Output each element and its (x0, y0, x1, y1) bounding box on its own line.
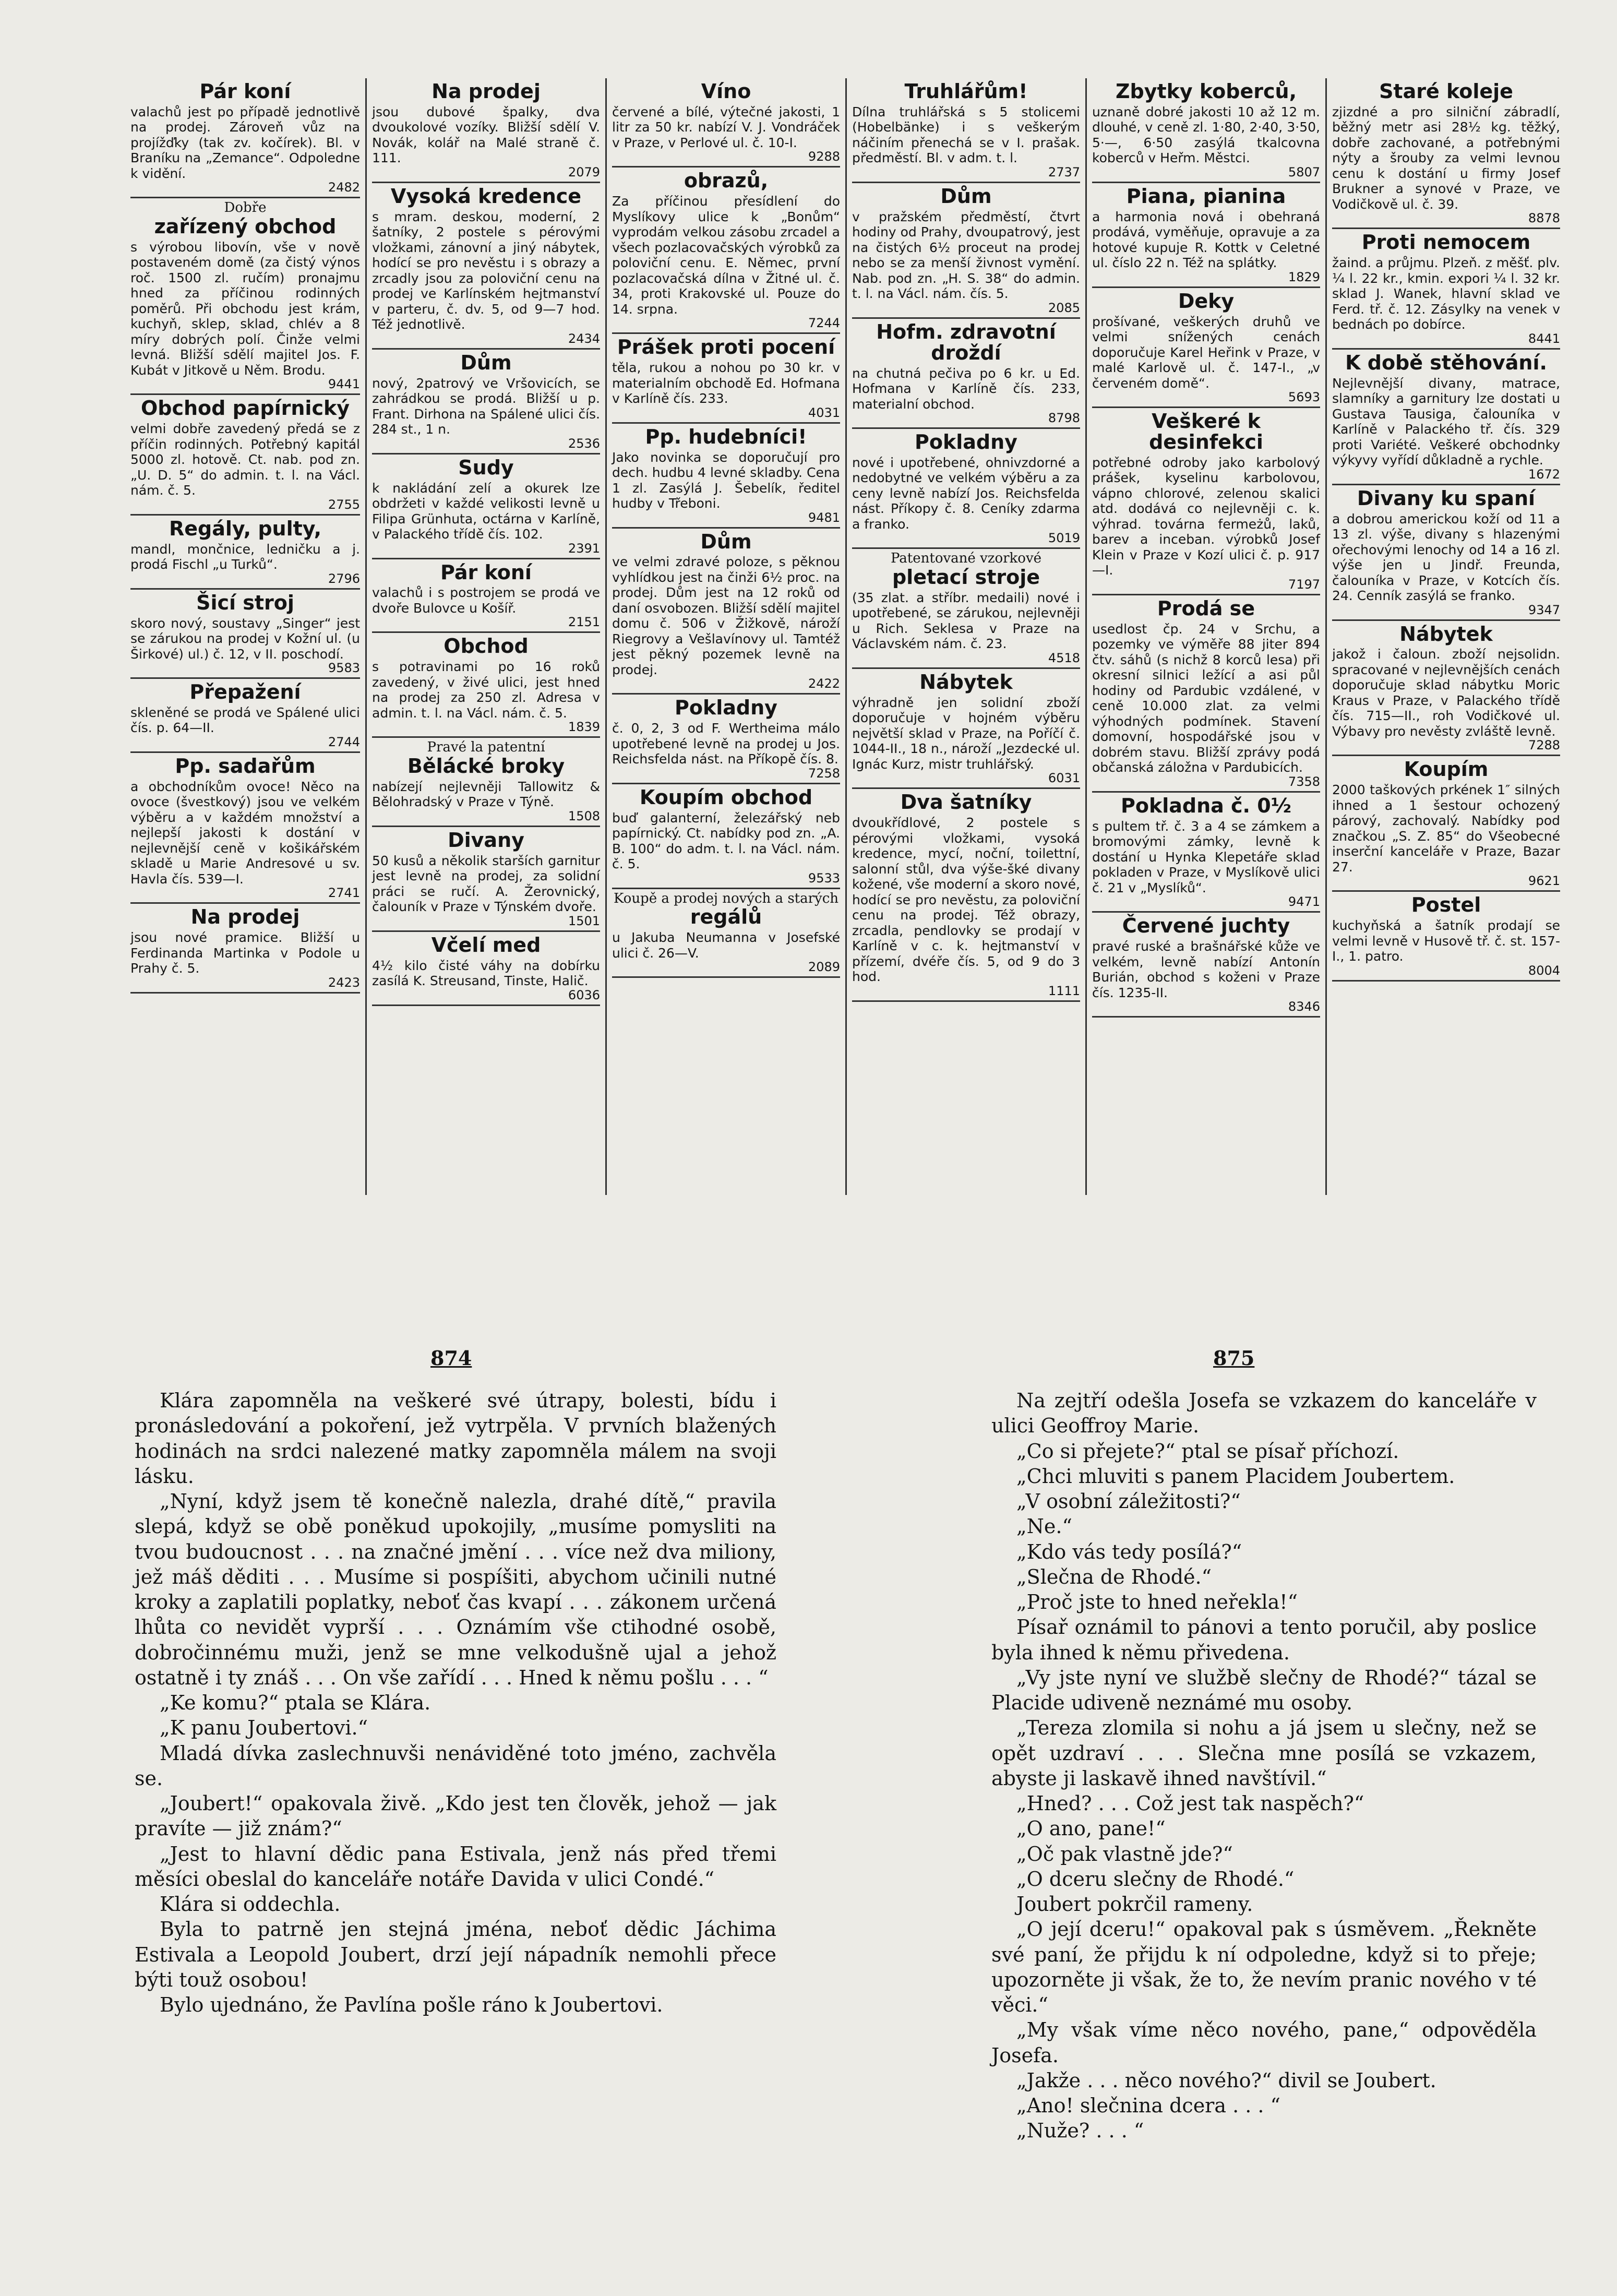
classified-ad (372, 827, 600, 932)
ad-body: nový, 2patrový ve Vršovicích, se zahrádkou se prodá. Bližší u p. Frant. Dirhona na Spálené ulici čís. 284 st., 1 n. (372, 375, 600, 437)
ad-code: 2151 (568, 615, 600, 630)
page-number-right: 875 (1213, 1346, 1255, 1370)
ad-code: 2423 (328, 975, 360, 990)
classified-ad (130, 904, 360, 993)
ad-title: Regály, pulty, (169, 517, 322, 540)
ad-code: 1839 (568, 720, 600, 735)
classified-ad (1332, 892, 1560, 981)
classified-ad (372, 738, 600, 827)
ad-title: Pár koní (199, 80, 291, 103)
ad-code: 7288 (1528, 738, 1560, 753)
story-paragraph: „K panu Joubertovi.“ (160, 1716, 368, 1740)
ad-title: Koupím (1404, 758, 1489, 781)
ad-code: 4518 (1048, 650, 1080, 665)
ad-code: 2741 (328, 886, 360, 901)
ad-title: Pokladny (675, 696, 777, 720)
ad-body: s výrobou libovín, vše v nově postaveném domě (za čistý výnos roč. 1500 zl. ručím) pronajmu hned za příčinou rodinných poměrů. Při obchodu jest krám, kuchyň, sklep, sklad, chlév a 8 míry dobrých polí. Činže velmi levná. Bližší sdělí majitel Jos. F. Kubát v Jitkově u Něm. Brodu. (130, 239, 360, 378)
ad-column (1325, 78, 1565, 1195)
story-column-right (991, 1388, 1537, 2144)
ad-title: Na prodej (432, 80, 541, 103)
ad-column (845, 78, 1085, 1195)
ad-title: pletací stroje (892, 566, 1040, 589)
ad-column (125, 78, 365, 1195)
ad-title: Pár koní (440, 560, 532, 584)
classified-ad (1092, 595, 1320, 793)
ad-title: Včelí med (431, 933, 541, 956)
ad-body: skoro nový, soustavy „Singer“ jest se zárukou na prodej v Kožní ul. (u Širkové) ul.) č. 12, v II. poschodí. (130, 615, 360, 662)
ad-body: nabízejí nejlevněji Tallowitz & Bělohradský v Praze v Týně. (372, 779, 600, 810)
ad-body: dvoukřídlové, 2 postele s pérovými vložkami, vysoká kredence, mycí, noční, toilettní, salonní stůl, dva výše-šké divany kožené, vše moderní a skoro nové, hodící se pro nevěstu, za poloviční cenu na prodej. Též obrazy, zrcadla, pendlovky se prodají v Karlíně v c. k. hejtmanství v přízemí, dvéře čís. 5, od 9 do 3 hod. (852, 815, 1080, 985)
ad-body: (35 zlat. a stříbr. medaili) nové i upotřebené, se zárukou, nejlevněji u Rich. Seklesa v Praze na Václavském nám. č. 23. (852, 590, 1080, 652)
ad-code: 7244 (808, 316, 840, 331)
classified-ad (130, 395, 360, 515)
ad-body: s potravinami po 16 roků zavedený, v živé ulici, jest hned na prodej za 250 zl. Adresa v admin. t. l. na Václ. nám. č. 5. (372, 659, 600, 721)
classified-ad (130, 516, 360, 590)
ad-code: 1111 (1048, 983, 1080, 998)
classified-ad (1092, 913, 1320, 1018)
story-paragraph: „Ne.“ (1016, 1515, 1072, 1538)
ad-body: Dílna truhlářská s 5 stolicemi (Hobelbänke) i s veškerým náčiním přenechá se v I. prašak. předměstí. Bl. v adm. t. l. (852, 104, 1080, 166)
ad-pretitle: Patentované vzorkové (890, 551, 1042, 567)
story-paragraph: „Proč jste to hned neřekla!“ (1016, 1591, 1298, 1613)
classified-ad (852, 183, 1080, 319)
ad-body: prošívané, veškerých druhů ve velmi snížených cenách doporučuje Karel Heřink v Praze, v malé Karlově ul. č. 147-I., „v červeném domě“. (1092, 314, 1320, 391)
ad-title: Šicí stroj (196, 591, 294, 614)
classified-ad (852, 319, 1080, 429)
ad-title: Hofm. zdravotní droždí (876, 320, 1056, 364)
ad-code: 7358 (1288, 774, 1320, 789)
ad-title: K době stěhování. (1345, 351, 1547, 374)
ad-body: k nakládání zelí a okurek lze obdržeti v každé velikosti levně u Filipa Grünhuta, octárna v Karlíně, v Palackého třídě čís. 102. (372, 480, 600, 542)
ad-body: u Jakuba Neumanna v Josefské ulici č. 26—V. (612, 930, 840, 961)
ad-title: Veškeré k desinfekci (1149, 410, 1263, 454)
ad-body: 4½ kilo čisté váhy na dobírku zasílá K. Streusand, Tinste, Halič. (372, 958, 600, 989)
classified-ad (130, 590, 360, 679)
ad-code: 7258 (808, 766, 840, 781)
ad-title: Postel (1411, 893, 1481, 917)
ad-code: 2422 (808, 676, 840, 691)
story-paragraph: „Vy jste nyní ve službě slečny de Rhodé?“ tázal se Placide udiveně neznámé mu osoby. (991, 1666, 1537, 1714)
ad-body: Nejlevnější divany, matrace, slamníky a garnitury lze dostati u Gustava Tausiga, čalouníka v Karlíně v Palackého tř. čís. 329 proti Variété. Veškeré obchodnky výkyvy vyřídí důkladně a rychle. (1332, 375, 1560, 468)
ad-code: 8878 (1528, 211, 1560, 226)
ad-title: Víno (701, 80, 751, 103)
ad-code: 9347 (1528, 602, 1560, 617)
ad-body: červené a bílé, výtečné jakosti, 1 litr za 50 kr. nabízí V. J. Vondráček v Praze, v Perlové ul. č. 10-I. (612, 104, 840, 150)
classified-ad (372, 559, 600, 633)
classified-ad (372, 78, 600, 183)
ad-body: 2000 taškových prkének 1″ silných ihned a 1 šestour ochozený párový, zachovalý. Nabídky pod značkou „S. Z. 85“ do Všeobecné inserční kanceláře v Praze, Bazar 27. (1332, 782, 1560, 875)
ad-title: Dva šatníky (900, 791, 1032, 814)
story-paragraph: Mladá dívka zaslechnuvši nenáviděné toto jméno, zachvěla se. (135, 1741, 776, 1790)
ad-code: 8004 (1528, 963, 1560, 978)
classified-ad (852, 669, 1080, 789)
story-paragraph: Na zejtří odešla Josefa se vzkazem do kanceláře v ulici Geoffroy Marie. (991, 1389, 1537, 1438)
ad-code: 9583 (328, 661, 360, 676)
story-paragraph: „V osobní záležitosti?“ (1016, 1490, 1241, 1513)
ad-code: 2536 (568, 436, 600, 451)
classified-ad (1092, 793, 1320, 913)
ad-body: pravé ruské a brašnářské kůže ve velkém, levně nabízí Antonín Burián, obchod s koženi v Praze čís. 1235-II. (1092, 939, 1320, 1000)
story-paragraph: „Chci mluviti s panem Placidem Joubertem. (1016, 1464, 1455, 1488)
ad-body: a harmonia nová i obehraná prodává, vyměňuje, opravuje a za hotové kupuje R. Kottk v Celetné ul. číslo 22 n. Též na splátky. (1092, 209, 1320, 271)
story-paragraph: „Ke komu?“ ptala se Klára. (160, 1691, 431, 1714)
ad-title: Zbytky koberců, (1115, 80, 1297, 103)
ad-code: 9621 (1528, 874, 1560, 889)
ad-body: žaind. a průjmu. Plzeň. z měšť. plv. ¼ l. 22 kr., kmin. expori ¼ l. 32 kr. sklad J. Wanek, hlavní sklad ve Ferd. tř. č. 12. Zásylky na venek v bednách po dobírce. (1332, 255, 1560, 332)
ad-code: 6036 (568, 987, 600, 1002)
ad-title: Prášek proti pocení (617, 336, 835, 359)
ad-title: Obchod (444, 635, 529, 658)
classified-ad (1092, 408, 1320, 595)
ad-code: 4031 (808, 405, 840, 420)
ad-body: č. 0, 2, 3 od F. Wertheima málo upotřebené levně na prodej u Jos. Reichsfelda nást. na Příkopě čís. 8. (612, 721, 840, 767)
ad-code: 2755 (328, 497, 360, 512)
classified-ad (1092, 288, 1320, 408)
ad-body: a obchodníkům ovoce! Něco na ovoce (švestkový) jsou ve velkém výběru a v každém množství a nejlepší jakosti k dostání v nejlevnější ceně v košikářském skladě u Marie Andresové u sv. Havla čís. 539—I. (130, 779, 360, 887)
ad-title: Proti nemocem (1361, 231, 1531, 254)
classified-ad (612, 695, 840, 784)
ad-column (605, 78, 845, 1195)
ad-code: 2434 (568, 331, 600, 346)
ad-title: Piana, pianina (1126, 184, 1286, 208)
ad-title: Koupím obchod (639, 785, 813, 809)
page-number-left: 874 (430, 1346, 472, 1370)
ad-body: s pultem tř. č. 3 a 4 se zámkem a bromovými zámky, levně k dostání u Hynka Klepetáře sklad pokladen v Praze, v Myslíkově ulici č. 21 v „Myslíků“. (1092, 818, 1320, 895)
ad-code: 2079 (568, 164, 600, 180)
ad-code: 1829 (1288, 269, 1320, 284)
ad-title: Pp. hudebníci! (645, 425, 807, 448)
story-paragraph: Joubert pokrčil rameny. (1016, 1893, 1253, 1916)
ad-title: Staré koleje (1379, 80, 1513, 103)
classified-ad (612, 168, 840, 334)
story-paragraph: „Hned? . . . Což jest tak naspěch?“ (1016, 1792, 1364, 1815)
ad-body: jsou nové pramice. Bližší u Ferdinanda Martinka v Podole u Prahy č. 5. (130, 930, 360, 976)
ad-code: 8346 (1288, 999, 1320, 1014)
ad-body: potřebné odroby jako karbolový prášek, kyselinu karbolovou, vápno chlorové, zelenou skalici atd. dodává co nejlevněji c. k. výhrad. továrna fermeżů, laků, barev a inceban. výrobků Josef Klein v Praze v Kozí ulici č. p. 917—I. (1092, 455, 1320, 578)
classified-ad (612, 424, 840, 529)
ad-code: 9471 (1288, 894, 1320, 910)
ad-code: 9288 (808, 149, 840, 164)
classified-ad (1332, 350, 1560, 485)
ad-title: Bělácké broky (407, 754, 565, 778)
story-paragraph: „Co si přejete?“ ptal se písař příchozí. (1016, 1439, 1399, 1463)
ad-title: Nábytek (919, 670, 1013, 693)
story-paragraph: „Nyní, když jsem tě konečně nalezla, drahé dítě,“ pravila slepá, když se obě poněkud upokojily, „musíme pomysliti na tvou budoucnost . . . na značné jmění . . . více než dva miliony, jež máš děditi . . . Musíme si pospíšiti, abychom učinili nutné kroky a zaplatili poplatky, neboť čas kvapí . . . zákonem určená lhůta co nevidět vyprší . . . Oznámím vše ctihodné osobě, dobročinnému muži, jenž se mne velkodušně ujal a jehož ostatně i ty znáš . . . On vše zařídí . . . Hned k němu pošlu . . . “ (135, 1490, 776, 1689)
ad-title: Truhlářům! (904, 80, 1028, 103)
ad-code: 2391 (568, 541, 600, 556)
ad-title: Dům (940, 184, 992, 208)
classified-ads (125, 78, 1565, 1195)
ad-code: 2089 (808, 960, 840, 975)
classified-ad (1332, 756, 1560, 892)
story-paragraph: „O dceru slečny de Rhodé.“ (1016, 1867, 1295, 1891)
ad-title: Dům (700, 530, 752, 553)
classified-ad (852, 549, 1080, 668)
ad-pretitle: Koupě a prodej nových a starých (613, 890, 839, 906)
story-paragraph: „My však víme něco nového, pane,“ odpověděla Josefa. (991, 2018, 1537, 2067)
ad-body: na chutná pečiva po 6 kr. u Ed. Hofmana v Karlíně čís. 233, materialní obchod. (852, 365, 1080, 412)
classified-ad (612, 78, 840, 168)
story-paragraph: „Kdo vás tedy posílá?“ (1016, 1540, 1242, 1563)
classified-ad (1332, 621, 1560, 757)
ad-code: 1501 (568, 913, 600, 928)
ad-body: velmi dobře zavedený předá se z příčin rodinných. Potřebný kapitál 5000 zl. hotově. Ct. nab. pod zn. „U. D. 5“ do admin. t. l. na Václ. nám. č. 5. (130, 421, 360, 498)
story-paragraph: „O ano, pane!“ (1016, 1817, 1166, 1840)
ad-code: 2085 (1048, 300, 1080, 315)
story-paragraph: „O její dceru!“ opakoval pak s úsměvem. „Řekněte své paní, že přijdu k ní odpoledne, když si to přeje; upozorněte ji však, že to, že nevím pranic nového v té věci.“ (991, 1918, 1537, 2016)
classified-ad (612, 334, 840, 423)
classified-ad (130, 78, 360, 198)
ad-code: 9481 (808, 510, 840, 525)
story-paragraph: „Jakže . . . něco nového?“ divil se Joubert. (1016, 2068, 1436, 2092)
ad-body: skleněné se prodá ve Spálené ulici čís. p. 64—II. (130, 704, 360, 736)
ad-title: obrazů, (684, 169, 769, 193)
ad-title: Červené juchty (1122, 914, 1290, 938)
ad-body: kuchyňská a šatník prodají se velmi levně v Husově tř. č. st. 157-I., 1. patro. (1332, 918, 1560, 964)
classified-ad (372, 633, 600, 738)
ad-code: 2796 (328, 571, 360, 586)
ad-body: uznaně dobré jakosti 10 až 12 m. dlouhé, v ceně zl. 1·80, 2·40, 3·50, 5·—, 6·50 zasýlá tkalcovna koberců v Heřm. Městci. (1092, 104, 1320, 166)
story-paragraph: „Slečna de Rhodé.“ (1016, 1565, 1212, 1588)
ad-title: Pokladna č. 0½ (1121, 794, 1291, 817)
ad-body: a dobrou americkou koží od 11 a 13 zl. výše, divany s hlazenými ořechovými lenochy od 14 a 16 zl. výše jen u Jindř. Freunda, čalouníka v Praze, v Kotcích čís. 24. Cenník zasýlá se franko. (1332, 511, 1560, 604)
story-paragraph: „Jest to hlavní dědic pana Estivala, jenž nás před třemi měsíci obeslal do kanceláře notáře Davida v ulici Condé.“ (135, 1842, 776, 1891)
ad-column (1085, 78, 1325, 1195)
ad-title: zařízený obchod (154, 214, 337, 238)
ad-body: 50 kusů a několik starších garnitur jest levně na prodej, za solidní práci se ručí. A. Žerovnický, čalouník v Praze v Týnském dvoře. (372, 853, 600, 915)
ad-body: těla, rukou a nohou po 30 kr. v materialním obchodě Ed. Hofmana v Karlíně čís. 233. (612, 360, 840, 406)
ad-title: Vysoká kredence (390, 184, 582, 208)
classified-ad (372, 350, 600, 455)
ad-body: buď galanterní, železářský neb papírnický. Ct. nabídky pod zn. „A. B. 100“ do adm. t. l. na Václ. nám. č. 5. (612, 810, 840, 872)
classified-ad (1332, 229, 1560, 349)
ad-code: 9441 (328, 377, 360, 392)
ad-title: Sudy (458, 456, 514, 479)
ad-title: Obchod papírnický (140, 397, 350, 420)
ad-code: 9533 (808, 870, 840, 886)
ad-code: 8798 (1048, 411, 1080, 426)
classified-ad (1332, 78, 1560, 229)
story-column-left (135, 1388, 776, 2017)
ad-title: Na prodej (190, 905, 300, 929)
classified-ad (612, 889, 840, 978)
classified-ad (130, 679, 360, 753)
classified-ad (372, 183, 600, 350)
classified-ad (372, 932, 600, 1006)
story-paragraph: Bylo ujednáno, že Pavlína pošle ráno k Joubertovi. (160, 1993, 663, 2016)
ad-code: 5019 (1048, 531, 1080, 546)
ad-code: 1508 (568, 808, 600, 823)
ad-body: zjizdné a pro silniční zábradlí, běžný metr asi 28½ kg. těžký, dobře zachované, a potřebnými nýty a šrouby za velmi levnou cenu k dostání u firmy Josef Brukner a synové v Praze, ve Vodičkově ul. č. 39. (1332, 104, 1560, 212)
ad-title: Pp. sadařům (175, 754, 316, 778)
ad-code: 8441 (1528, 331, 1560, 346)
story-paragraph: Klára zapomněla na veškeré své útrapy, bolesti, bídu i pronásledování a pokoření, jež vytrpěla. V prvních blažených hodinách na srdci nalezené matky zapomněla málem na svoji lásku. (135, 1389, 776, 1488)
ad-body: ve velmi zdravé poloze, s pěknou vyhlídkou jest na činži 6½ proc. na prodej. Dům jest na 12 roků od daní osvobozen. Bližší sdělí majitel domu č. 506 v Žižkově, nároží Riegrovy a Vešlavínovy ul. Tamtéž jest pěkný pozemek levně na prodej. (612, 554, 840, 677)
ad-title: Pokladny (915, 430, 1017, 454)
ad-body: Jako novinka se doporučují pro dech. hudbu 4 levné skladby. Cena 1 zl. Zasýlá J. Šebelík, ředitel hudby v Třeboni. (612, 449, 840, 511)
story-paragraph: Písař oznámil to pánovi a tento poručil, aby poslice byla ihned k němu přivedena. (991, 1616, 1537, 1664)
ad-code: 7197 (1288, 577, 1320, 592)
classified-ad (852, 429, 1080, 549)
classified-ad (372, 455, 600, 559)
ad-body: v pražském předměstí, čtvrt hodiny od Prahy, dvoupatrový, jest na čistých 6½ proceut na prodej nebo se za menší živnost vymění. Nab. pod zn. „H. S. 38“ do admin. t. l. na Václ. nám. čís. 5. (852, 209, 1080, 302)
classified-ad (130, 753, 360, 904)
ad-body: usedlost čp. 24 v Srchu, a pozemky ve výměře 88 jiter 894 čtv. sáhů (s nichž 8 korců lesa) při okresní silnici ležící a asi půl hodiny od Pardubic vzdálené, v ceně 10.000 zlat. za velmi výhodných podmínek. Stavení domovní, hospodářské jsou v dobrém stavu. Bližší zprávy podá občanská záložna v Pardubicích. (1092, 621, 1320, 775)
classified-ad (852, 78, 1080, 183)
classified-ad (130, 198, 360, 395)
ad-code: 6031 (1048, 771, 1080, 786)
ad-title: Nábytek (1399, 622, 1493, 645)
ad-code: 2737 (1048, 164, 1080, 180)
ad-pretitle: Dobře (224, 200, 267, 216)
ad-body: jsou dubové špalky, dva dvoukolové vozíky. Bližší sdělí V. Novák, kolář na Malé straně č. 111. (372, 104, 600, 166)
ad-code: 5693 (1288, 390, 1320, 405)
ad-title: Prodá se (1157, 596, 1255, 620)
story-paragraph: „Ano! slečnina dcera . . . “ (1016, 2094, 1280, 2117)
classified-ad (852, 789, 1080, 1001)
ad-body: výhradně jen solidní zboží doporučuje v hojném výběru největší sklad v Praze, na Poříčí č. 1044-II., 18 n., nároží „Jezdecké ul. Ignác Kurz, mistr truhlářský. (852, 695, 1080, 772)
story-paragraph: „Oč pak vlastně jde?“ (1016, 1842, 1233, 1866)
ad-title: Divany ku spaní (1357, 486, 1536, 510)
story-paragraph: „Tereza zlomila si nohu a já jsem u slečny, než se opět uzdraví . . . Slečna mne posílá se vzkazem, abyste ji laskavě ihned navštívil.“ (991, 1716, 1537, 1790)
ad-title: Přepažení (189, 680, 301, 704)
ad-pretitle: Pravé la patentní (427, 739, 545, 756)
ad-body: Za příčinou přesídlení do Myslíkovy ulice k „Bonům“ vyprodám velkou zásobu zrcadel a všech pozlacovačských výrobků za poloviční cenu. E. Němec, první pozlacovačská dílna v Žitné ul. č. 34, proti Krakovské ul. Pouze do 14. srpna. (612, 194, 840, 317)
ad-body: valachů jest po případě jednotlivě na prodej. Zároveň vůz na projížďky (tak zv. kočírek). Bl. v Braníku na „Zemance“. Odpoledne k vidění. (130, 104, 360, 181)
story-paragraph: „Joubert!“ opakovala živě. „Kdo jest ten člověk, jehož — jak pravíte — již znám?“ (135, 1792, 776, 1840)
classified-ad (612, 529, 840, 695)
ad-code: 2482 (328, 180, 360, 195)
ad-title: Dům (460, 351, 512, 374)
ad-code: 1672 (1528, 467, 1560, 482)
story-paragraph: Klára si oddechla. (160, 1893, 341, 1916)
classified-ad (1092, 78, 1320, 183)
ad-code: 2744 (328, 734, 360, 749)
ad-title: Divany (448, 828, 524, 852)
story-paragraph: Byla to patrně jen stejná jména, neboť dědic Jáchima Estivala a Leopold Joubert, drzí její nápadník nemohli přece býti touž osobou! (135, 1918, 776, 1991)
ad-title: regálů (690, 905, 762, 929)
ad-body: s mram. deskou, moderní, 2 šatníky, 2 postele s pérovými vložkami, zánovní a jiný nábytek, hodící se pro nevěstu i s obrazy a zrcadly jsou za poloviční cenu na prodej ve Karlínském hejtmanství v parteru, č. dv. 5, od 9—7 hod. Též jednotlivě. (372, 209, 600, 332)
ad-body: jakož i čaloun. zboží nejsolidn. spracované v nejlevnějších cenách doporučuje sklad nábytku Moric Kraus v Praze, v Palackého třídě čís. 715—II., roh Vodičkové ul. Výbavy pro nevěsty zvláště levně. (1332, 647, 1560, 739)
classified-ad (1332, 485, 1560, 621)
ad-title: Deky (1178, 289, 1235, 313)
classified-ad (1092, 183, 1320, 288)
ad-column (365, 78, 605, 1195)
ad-body: valachů i s postrojem se prodá ve dvoře Bulovce u Košíř. (372, 585, 600, 616)
ad-code: 5807 (1288, 164, 1320, 180)
story-paragraph: „Nuže? . . . “ (1016, 2119, 1144, 2143)
ad-body: mandl, mončnice, ledničku a j. prodá Fischl „u Turků“. (130, 541, 360, 572)
classified-ad (612, 784, 840, 889)
ad-body: nové i upotřebené, ohnivzdorné a nedobytné ve velkém výběru a za ceny levně nabízí Jos. Reichsfelda nást. Příkopy č. 8. Ceníky zdarma a franko. (852, 455, 1080, 532)
